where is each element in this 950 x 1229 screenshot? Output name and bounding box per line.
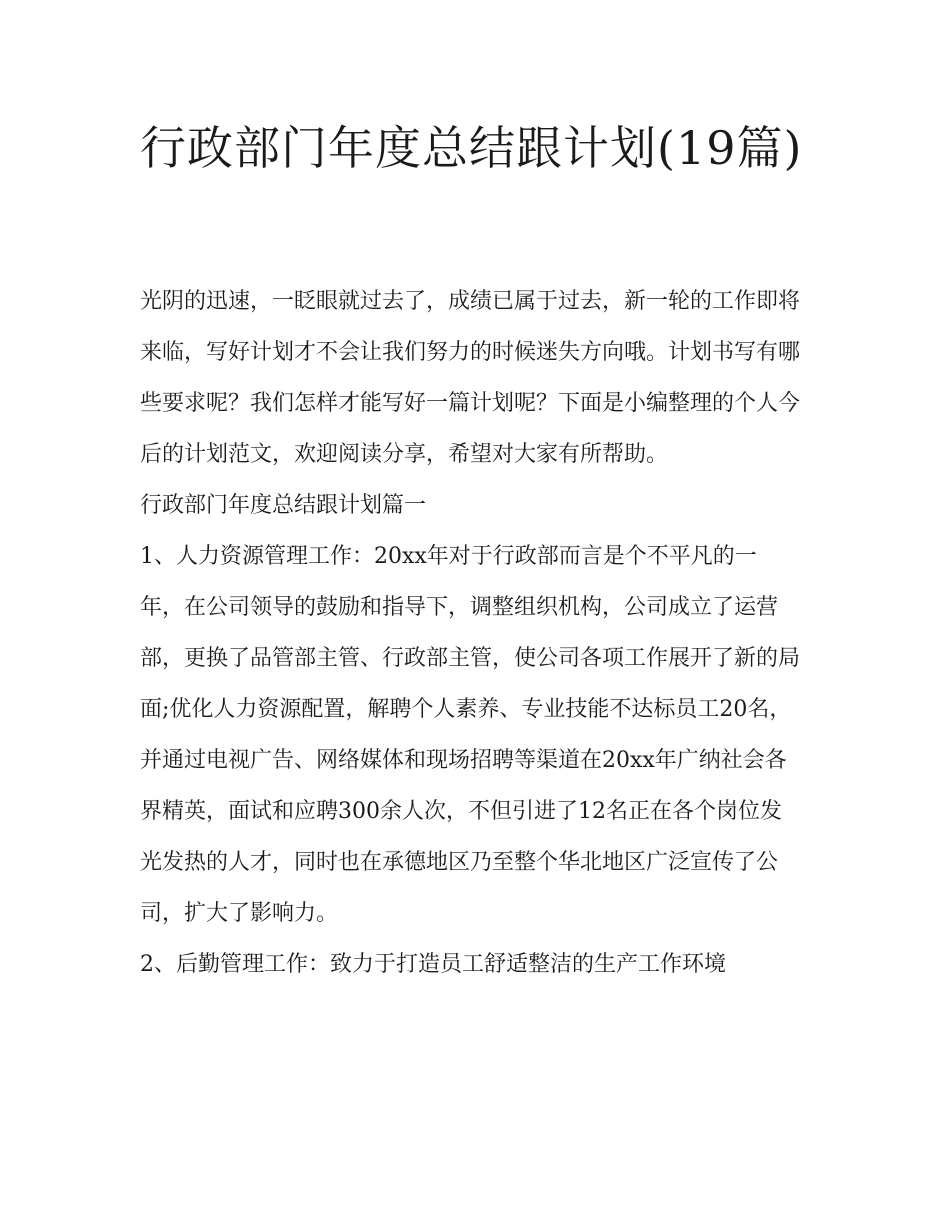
list-item-human-resources: 1、人力资源管理工作：20xx年对于行政部而言是个不平凡的一年，在公司领导的鼓励和指导下，调整组织机构，公司成立了运营部，更换了品管部主管、行政部主管，使公司各项工作展开了新的局面;优化人力资源配置，解聘个人素养、专业技能不达标员工20名，并通过电视广告、网络媒体和现场招聘等渠道在20xx年广纳社会各界精英，面试和应聘300余人次，不但引进了12名正在各个岗位发光发热的人才，同时也在承德地区乃至整个华北地区广泛宣传了公司，扩大了影响力。	[140, 544, 801, 926]
intro-paragraph: 光阴的迅速，一眨眼就过去了，成绩已属于过去，新一轮的工作即将来临，写好计划才不会让我们努力的时候迷失方向哦。计划书写有哪些要求呢？我们怎样才能写好一篇计划呢？下面是小编整理的个人今后的计划范文，欢迎阅读分享，希望对大家有所帮助。	[140, 289, 801, 467]
document-title: 行政部门年度总结跟计划(19篇)	[140, 121, 803, 175]
list-item-logistics: 2、后勤管理工作：致力于打造员工舒适整洁的生产工作环境	[140, 952, 726, 977]
document-body	[140, 276, 812, 990]
section-heading: 行政部门年度总结跟计划篇一	[140, 493, 427, 518]
